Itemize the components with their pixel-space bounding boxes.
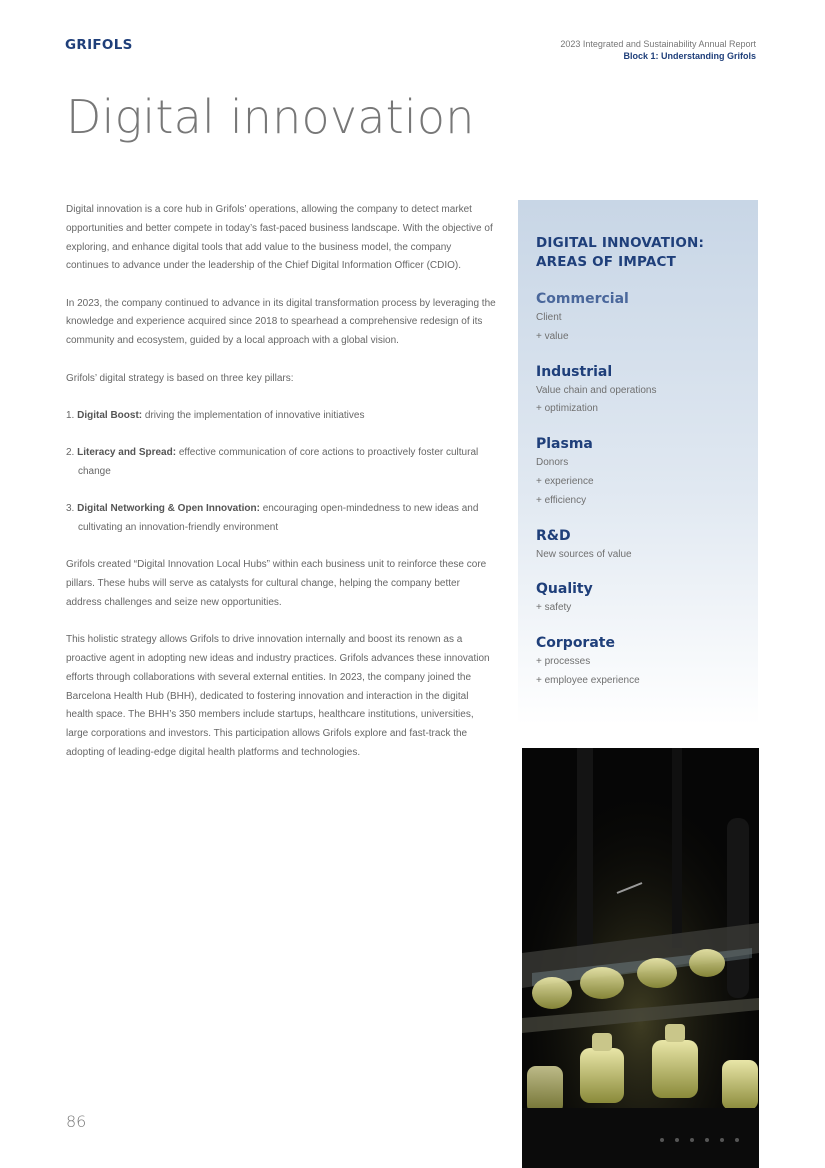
impact-area-corporate: Corporate + processes + employee experience [536,635,640,686]
impact-area-rd: R&D New sources of value [536,527,632,560]
body-text [66,201,496,781]
report-title: 2023 Integrated and Sustainability Annual Report [560,39,756,49]
impact-area-industrial: Industrial Value chain and operations + optimization [536,363,657,415]
paragraph-pillars-intro: Grifols’ digital strategy is based on three key pillars: [66,372,294,384]
pillar-item: 3. Digital Networking & Open Innovation: encouraging open-mindedness to new ideas and cultivating an innovation-friendly environment [66,503,479,534]
block-label: Block 1: Understanding Grifols [623,51,756,61]
areas-of-impact-panel [518,200,758,725]
paragraph-transformation: In 2023, the company continued to advance in its digital transformation process by leveraging the knowledge and experience acquired since 2018 to spearhead a comprehensive redesign of its community and ecosystem, guided by a local approach with a global vision. [66,297,496,347]
impact-area-quality: Quality + safety [536,581,593,614]
page-title: Digital innovation [66,90,475,144]
lab-vials-illustration [522,748,759,1168]
report-header [560,38,756,62]
impact-area-commercial: Commercial Client + value [536,291,629,342]
paragraph-holistic-strategy: This holistic strategy allows Grifols to drive innovation internally and boost its renown as a proactive agent in adopting new ideas and industry practices. Grifols advances these innovation efforts through collaborations with several external entities. In 2023, the company joined the Barcelona Health Hub (BHH), dedicated to fostering innovation and interaction in the digital health space. The BHH’s 350 members include startups, healthcare institutions, universities, large corporations and investors. This participation allows Grifols explore and fast-track the adopting of leading-edge digital health platforms and technologies. [66,634,490,759]
lab-vials-photo [522,748,759,1168]
paragraph-local-hubs: Grifols created “Digital Innovation Local Hubs” within each business unit to reinforce these core pillars. These hubs will serve as catalysts for cultural change, helping the company better address challenges and seize new opportunities. [66,559,487,608]
grifols-logo: GRIFOLS [65,37,133,53]
pillar-item: 1. Digital Boost: driving the implementation of innovative initiatives [66,409,365,421]
impact-area-plasma: Plasma Donors + experience + efficiency [536,436,594,506]
impact-panel-title: DIGITAL INNOVATION: AREAS OF IMPACT [536,235,705,270]
pillar-item: 2. Literacy and Spread: effective communication of core actions to proactively foster cultural change [66,447,479,477]
paragraph-intro: Digital innovation is a core hub in Grifols’ operations, allowing the company to detect market opportunities and better compete in today’s fast-paced business landscape. With the objective of exploring, and enhance digital tools that add value to the business model, the company continues to advance under the leadership of the Chief Digital Information Officer (CDIO). [66,204,493,272]
page-number: 86 [66,1112,87,1131]
